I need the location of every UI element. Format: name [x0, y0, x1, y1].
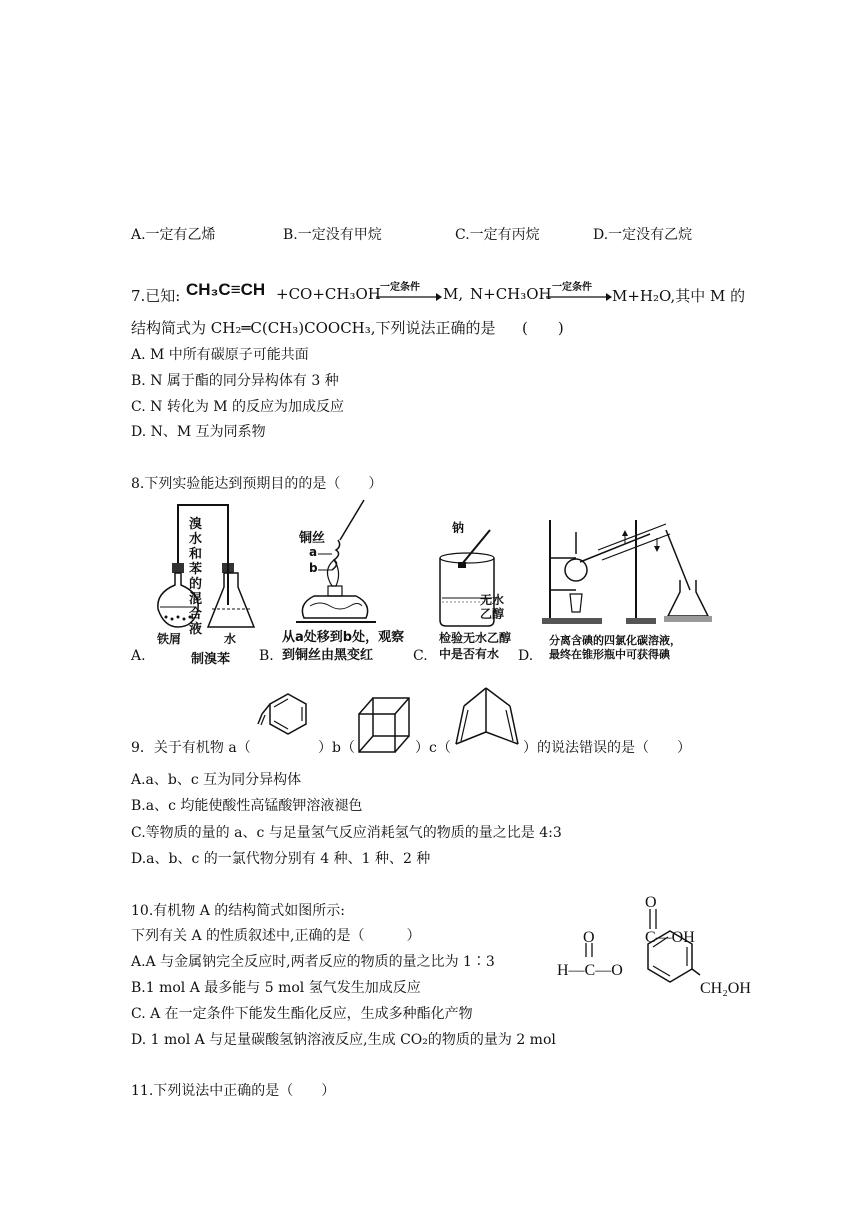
q7-option-a: A. M 中所有碳原子可能共面: [131, 347, 309, 363]
compound-a-hydroxymethyl: CH₂OH: [700, 980, 751, 997]
barrelene-structure: [448, 684, 524, 756]
compound-a-carboxyl: C—OH: [645, 929, 695, 946]
q8-label-b: B.: [259, 648, 274, 664]
q8-stem: 8.下列实验能达到预期目的的是（ ）: [131, 476, 383, 492]
q10-option-a: A.A 与金属钠完全反应时,两者反应的物质的量之比为 1∶3: [131, 954, 495, 970]
q9-stem-part3: ）c（: [415, 740, 451, 756]
q10-option-b: B.1 mol A 最多能与 5 mol 氢气发生加成反应: [131, 980, 421, 996]
q8-figure-d-apparatus: [540, 520, 720, 630]
q6-option-c: C.一定有丙烷: [455, 227, 540, 243]
compound-a-formate: H—C—O: [557, 962, 623, 979]
q8-figure-a-apparatus: [150, 505, 260, 630]
q8-figure-c-caption-1: 检验无水乙醇: [439, 631, 512, 645]
q8-figure-c-liquid-label-2: 乙醇: [480, 607, 505, 621]
q11-stem: 11.下列说法中正确的是（ ）: [131, 1083, 336, 1099]
q9-option-c: C.等物质的量的 a、c 与足量氢气反应消耗氢气的物质的量之比是 4:3: [131, 825, 562, 841]
q7-part2: M,: [443, 285, 464, 303]
q7-answer-blank: ( ): [522, 319, 564, 337]
q8-figure-b-caption-1: 从a处移到b处，观察: [282, 630, 405, 645]
q8-figure-b-wire-label: 铜丝: [299, 531, 326, 546]
q8-figure-b-point-b: b: [309, 561, 318, 575]
q7-arrow-1: [376, 293, 442, 301]
q7-alkyne-formula: CH₃C≡CH: [186, 280, 266, 299]
q8-figure-c-caption-2: 中是否有水: [439, 647, 500, 661]
q8-figure-a-iron-label: 铁屑: [157, 632, 182, 646]
q8-figure-a-water-label: 水: [224, 632, 237, 646]
q7-stem-line2: 结构简式为 CH₂═C(CH₃)COOCH₃,下列说法正确的是: [131, 319, 496, 337]
compound-a-carboxyl-o: O: [645, 894, 657, 911]
q6-option-a: A.一定有乙烯: [131, 227, 216, 243]
q6-option-b: B.一定没有甲烷: [283, 227, 382, 243]
q7-option-b: B. N 属于酯的同分异构体有 3 种: [131, 373, 339, 389]
q9-option-d: D.a、b、c 的一氯代物分别有 4 种、1 种、2 种: [131, 851, 431, 867]
q7-part1: +CO+CH₃OH: [276, 285, 381, 303]
q7-condition-1: 一定条件: [380, 282, 420, 293]
q8-figure-b-point-a: a: [309, 545, 318, 559]
q9-option-b: B.a、c 均能使酸性高锰酸钾溶液褪色: [131, 798, 363, 814]
q9-option-a: A.a、b、c 互为同分异构体: [131, 772, 302, 788]
q7-arrow-2: [546, 293, 612, 301]
q7-condition-2: 一定条件: [552, 282, 592, 293]
q10-option-c: C. A 在一定条件下能发生酯化反应，生成多种酯化产物: [131, 1006, 473, 1022]
q10-option-d: D. 1 mol A 与足量碳酸氢钠溶液反应,生成 CO₂的物质的量为 2 mol: [131, 1032, 556, 1048]
compound-a-formyl-o: O: [583, 929, 595, 946]
q9-stem-part1: 9．关于有机物 a（: [131, 740, 251, 756]
q8-figure-a-caption: 制溴苯: [191, 652, 231, 667]
q8-label-d: D.: [518, 648, 534, 664]
q7-option-d: D. N、M 互为同系物: [131, 424, 266, 440]
q7-option-c: C. N 转化为 M 的反应为加成反应: [131, 399, 345, 415]
q9-stem-part4: ）的说法错误的是（ ）: [523, 740, 691, 756]
q8-figure-c-liquid-label-1: 无水: [480, 593, 505, 607]
q8-figure-c-sodium-label: 钠: [452, 521, 465, 535]
q7-prefix: 7.已知:: [131, 287, 181, 305]
q7-part4: M+H₂O,其中 M 的: [612, 287, 746, 305]
q10-stem-1: 10.有机物 A 的结构简式如图所示:: [131, 903, 345, 919]
q8-figure-d-caption-2: 最终在锥形瓶中可获得碘: [549, 648, 670, 661]
q7-part3: N+CH₃OH: [470, 285, 552, 303]
styrene-structure: [254, 688, 324, 754]
q8-figure-d-caption-1: 分离含碘的四氯化碳溶液，: [549, 634, 681, 647]
q8-label-c: C.: [413, 648, 428, 664]
q8-figure-b-caption-2: 到铜丝由黑变红: [282, 648, 374, 663]
q6-option-d: D.一定没有乙烷: [593, 227, 693, 243]
q8-figure-a-side-label: 溴水和苯的混合液: [189, 517, 203, 637]
q10-stem-2: 下列有关 A 的性质叙述中,正确的是（ ）: [131, 928, 421, 944]
cubane-structure: [355, 692, 415, 758]
q9-stem-part2: ）b（: [318, 740, 355, 756]
q8-label-a: A.: [131, 648, 146, 664]
